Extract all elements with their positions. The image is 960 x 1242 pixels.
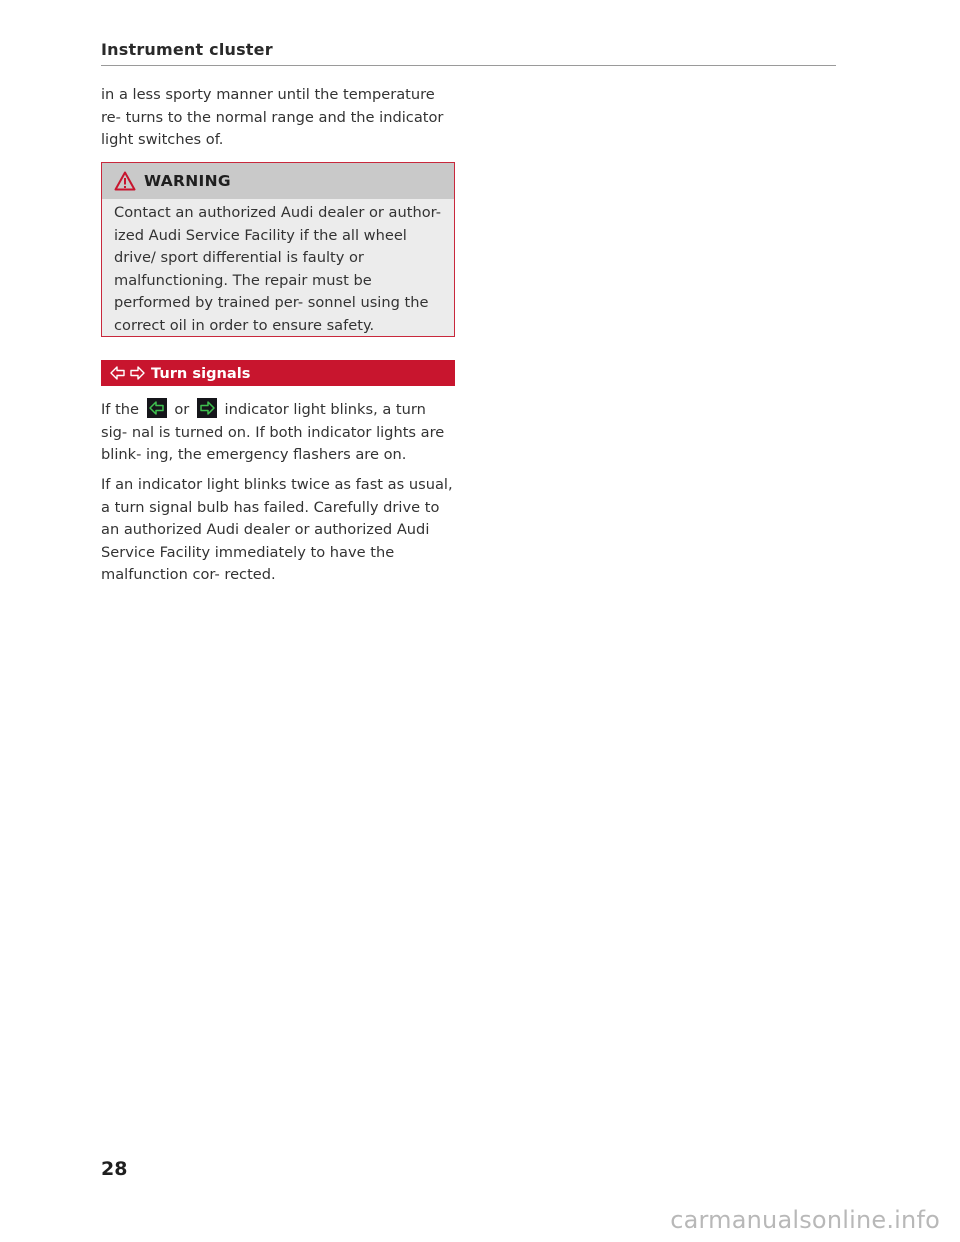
- right-indicator-icon: [197, 398, 217, 418]
- turn-left-arrow-icon: [110, 366, 126, 380]
- section-title: Turn signals: [151, 364, 251, 382]
- p1-part3: indicator light blinks, a turn sig- nal is turned on. If both indicator lights are blink- ing, the emergency flashers are on.: [101, 401, 445, 463]
- warning-box: [101, 162, 455, 337]
- bulb-failure-paragraph: [101, 474, 455, 587]
- turn-signal-paragraph: [101, 398, 455, 467]
- warning-triangle-icon: [114, 171, 136, 191]
- left-indicator-icon: [147, 398, 167, 418]
- page-number: 28: [101, 1158, 128, 1180]
- turn-right-arrow-icon: [129, 366, 145, 380]
- section-heading-turn-signals: [101, 360, 455, 386]
- turn-signal-text: [101, 398, 455, 467]
- warning-body: Contact an authorized Audi dealer or author- ized Audi Service Facility if the all wheel drive/ sport differential is faulty or malfunctioning. The repair must be performed by trained per- sonnel using the correct oil in order to ensure safety.: [114, 204, 441, 334]
- bulb-failure-text: If an indicator light blinks twice as fast as usual, a turn signal bulb has failed. Carefully drive to an authorized Audi dealer or authorized Audi Service Facility immediately to have the malfunction cor- rected.: [101, 476, 453, 583]
- page-header-title: Instrument cluster: [101, 40, 273, 59]
- p1-part2: or: [174, 401, 190, 418]
- header-divider: [101, 65, 836, 66]
- watermark: carmanualsonline.info: [670, 1206, 940, 1234]
- p1-part1: If the: [101, 401, 140, 418]
- warning-header: [102, 163, 454, 199]
- warning-title: WARNING: [144, 172, 231, 190]
- intro-paragraph: [101, 84, 455, 152]
- intro-text: in a less sporty manner until the temperature re- turns to the normal range and the indicator light switches of.: [101, 86, 444, 148]
